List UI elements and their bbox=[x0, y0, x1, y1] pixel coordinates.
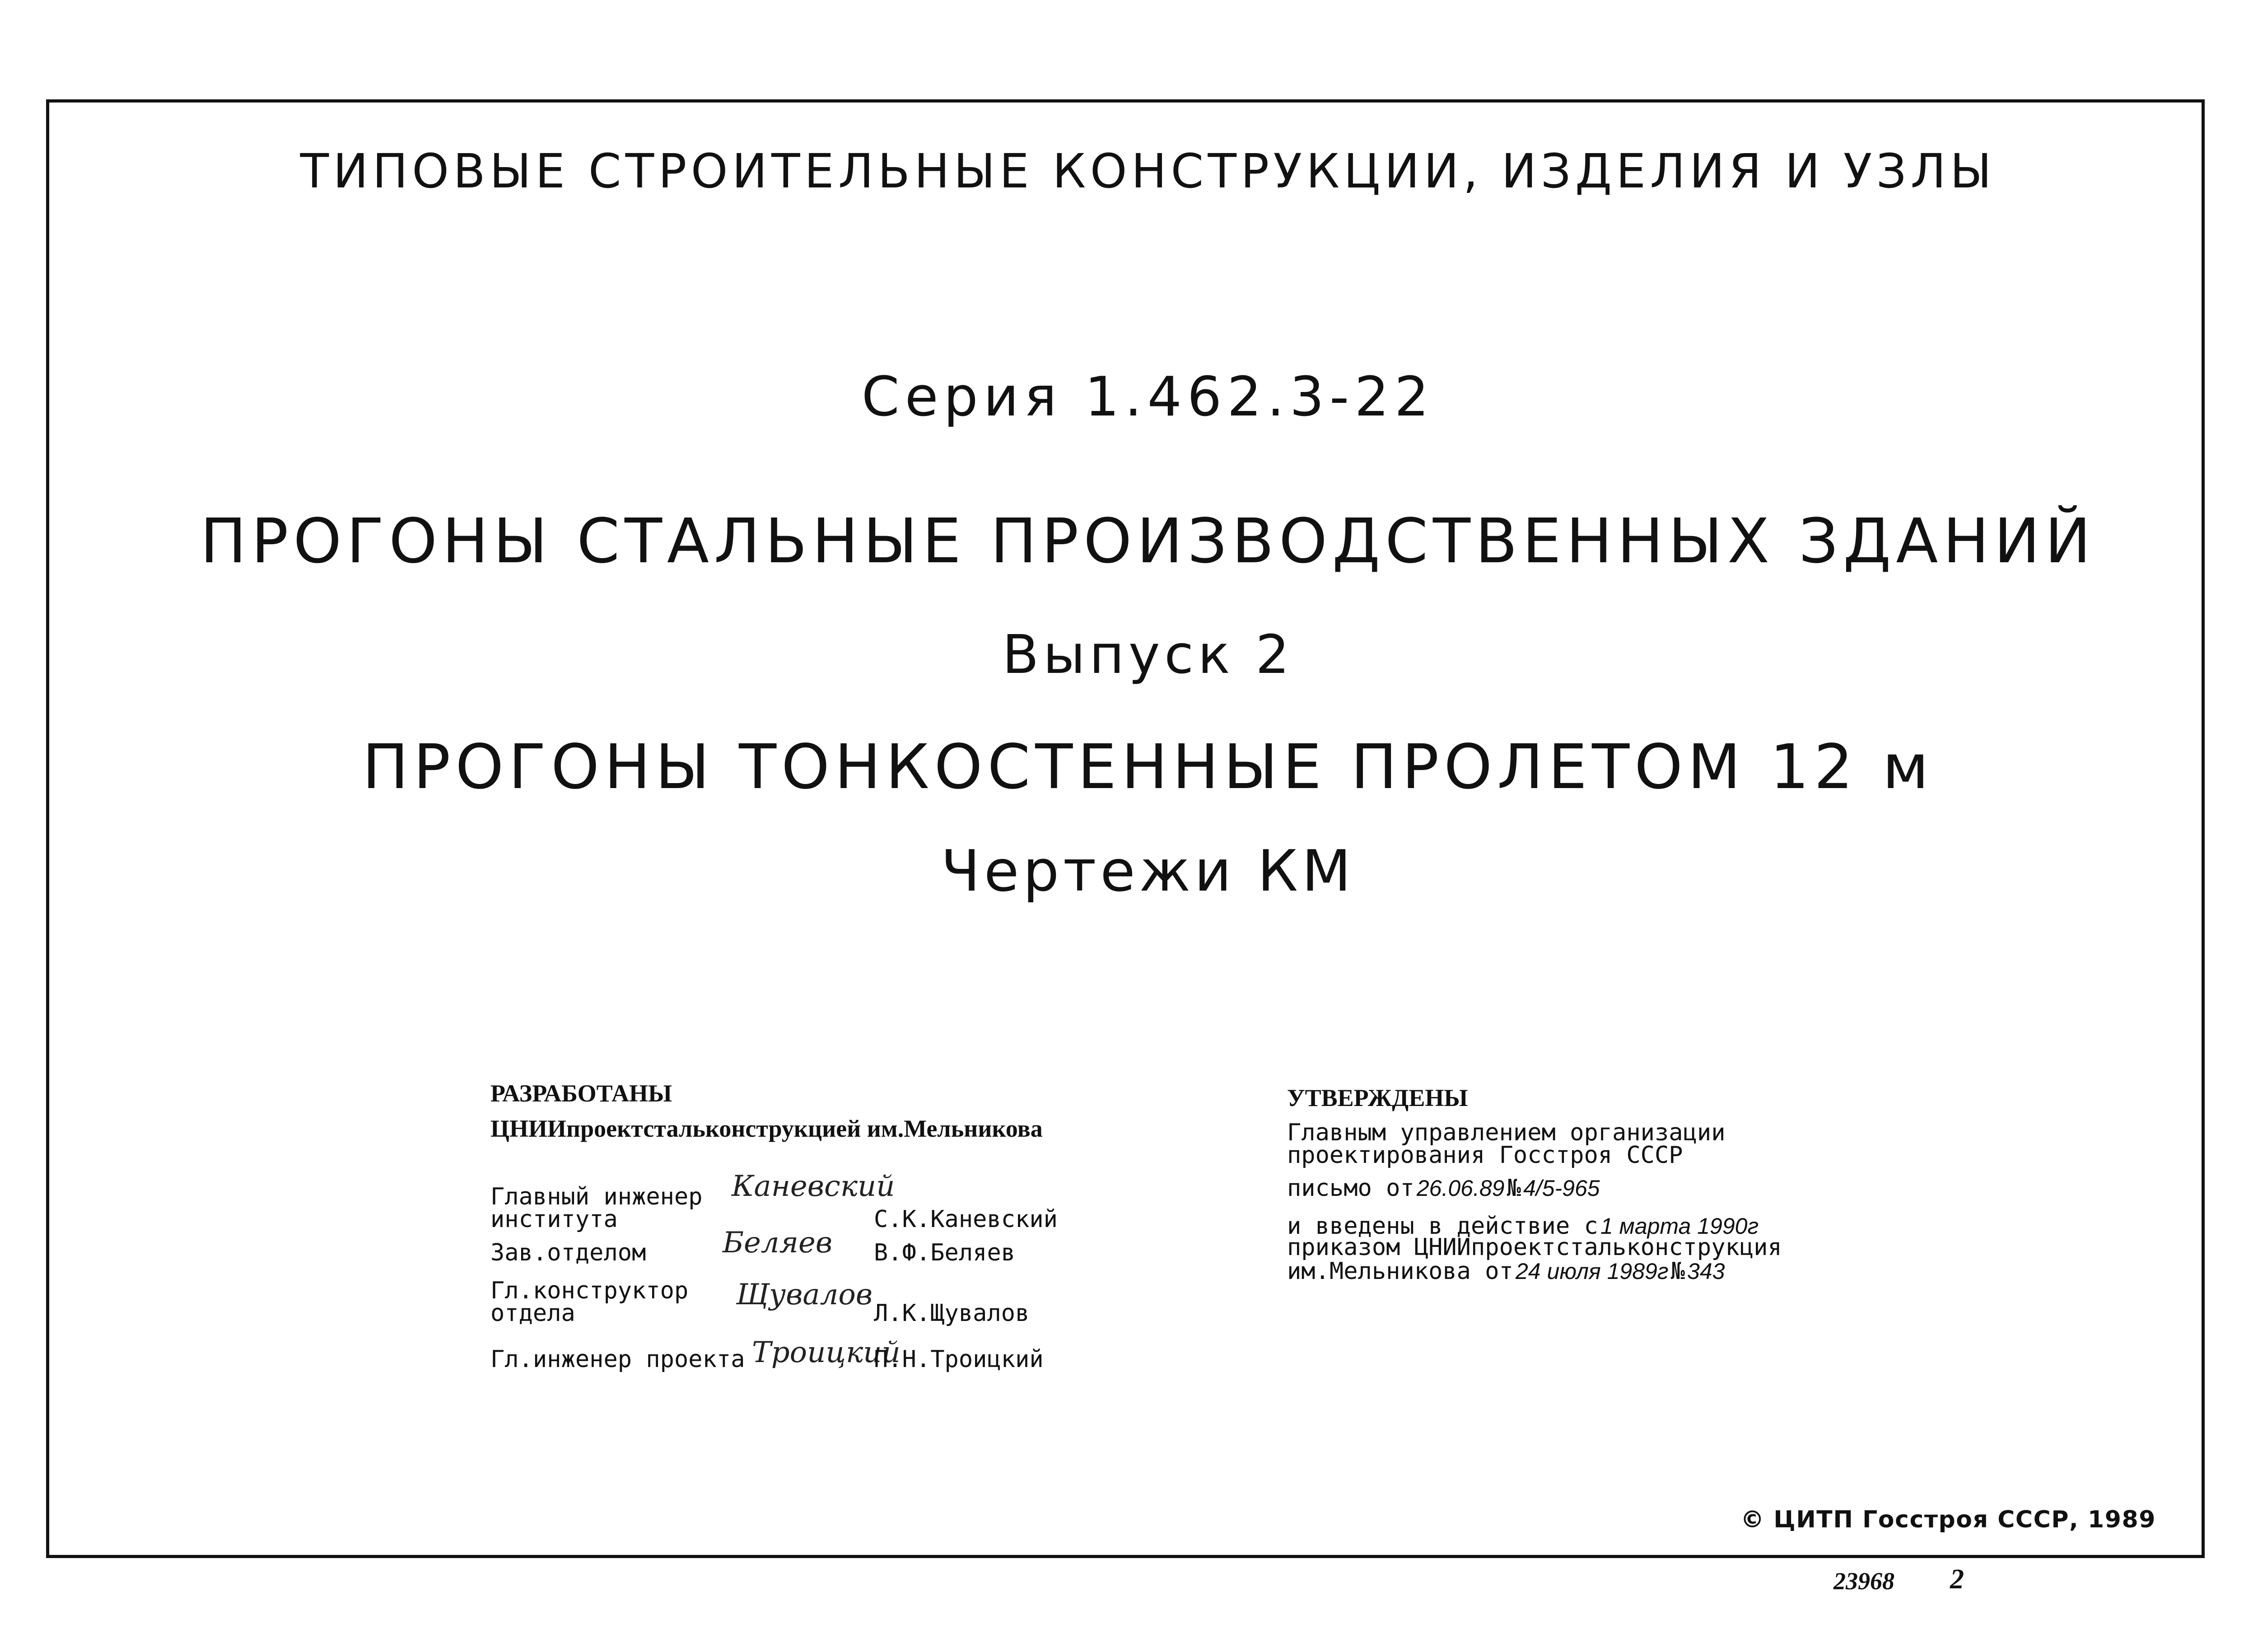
effective-prefix: и введены в действие с bbox=[1287, 1213, 1598, 1240]
approved-order-line1: приказом ЦНИИпроектстальконструкция bbox=[1287, 1234, 1782, 1261]
subtitle: ПРОГОНЫ ТОНКОСТЕННЫЕ ПРОЛЕТОМ 12 м bbox=[362, 732, 1934, 803]
sheet-number: 23968 bbox=[1833, 1568, 1894, 1595]
staff-role-0-line2: института bbox=[490, 1206, 618, 1233]
signature-1: Беляев bbox=[723, 1226, 833, 1260]
approved-order-line2 bbox=[1287, 1258, 1725, 1284]
letter-prefix: письмо от bbox=[1287, 1175, 1414, 1202]
order-no: 343 bbox=[1687, 1259, 1725, 1284]
staff-role-2-line1: Гл.конструктор bbox=[490, 1277, 689, 1304]
signature-0: Каневский bbox=[732, 1170, 895, 1203]
drawings-label: Чертежи КМ bbox=[941, 838, 1355, 904]
staff-name-0: С.К.Каневский bbox=[874, 1206, 1058, 1233]
copyright: © ЦИТП Госстроя СССР, 1989 bbox=[1740, 1506, 2156, 1533]
letter-no: 4/5-965 bbox=[1523, 1176, 1600, 1201]
staff-role-0-line1: Главный инженер bbox=[490, 1183, 703, 1210]
developed-organization: ЦНИИпроектстальконструкцией им.Мельникова bbox=[490, 1115, 1043, 1142]
approved-heading: УТВЕРЖДЕНЫ bbox=[1287, 1084, 1468, 1111]
order-date: 24 июля 1989г bbox=[1516, 1259, 1669, 1284]
issue-label: Выпуск 2 bbox=[1002, 623, 1294, 686]
letter-date: 26.06.89 bbox=[1416, 1176, 1505, 1201]
staff-role-2-line2: отдела bbox=[490, 1300, 575, 1327]
series-number: Серия 1.462.3-22 bbox=[861, 366, 1435, 429]
signature-2: Щувалов bbox=[736, 1278, 873, 1311]
staff-name-2: Л.К.Щувалов bbox=[874, 1300, 1030, 1327]
developed-heading: РАЗРАБОТАНЫ bbox=[490, 1080, 672, 1107]
series-header: ТИПОВЫЕ СТРОИТЕЛЬНЫЕ КОНСТРУКЦИИ, ИЗДЕЛИЯ И УЗЛЫ bbox=[300, 144, 1996, 199]
order-no-label: № bbox=[1670, 1258, 1685, 1285]
letter-no-label: № bbox=[1507, 1175, 1521, 1202]
staff-name-1: В.Ф.Беляев bbox=[874, 1239, 1016, 1266]
approved-line2: проектирования Госстроя СССР bbox=[1287, 1142, 1683, 1169]
page-number: 2 bbox=[1950, 1564, 1964, 1595]
order-prefix: им.Мельникова от bbox=[1287, 1258, 1513, 1285]
effective-date: 1 марта 1990г bbox=[1600, 1213, 1759, 1239]
staff-role-3-line1: Гл.инженер проекта bbox=[490, 1346, 745, 1373]
approved-letter-line bbox=[1287, 1175, 1600, 1201]
main-title: ПРОГОНЫ СТАЛЬНЫЕ ПРОИЗВОДСТВЕННЫХ ЗДАНИЙ bbox=[200, 506, 2096, 577]
staff-role-1-line1: Зав.отделом bbox=[490, 1239, 646, 1266]
staff-name-3: П.Н.Троицкий bbox=[874, 1346, 1044, 1373]
signature-3: Троицкий bbox=[752, 1336, 900, 1369]
approved-line1: Главным управлением организации bbox=[1287, 1119, 1726, 1146]
drawing-frame bbox=[46, 99, 2205, 1558]
